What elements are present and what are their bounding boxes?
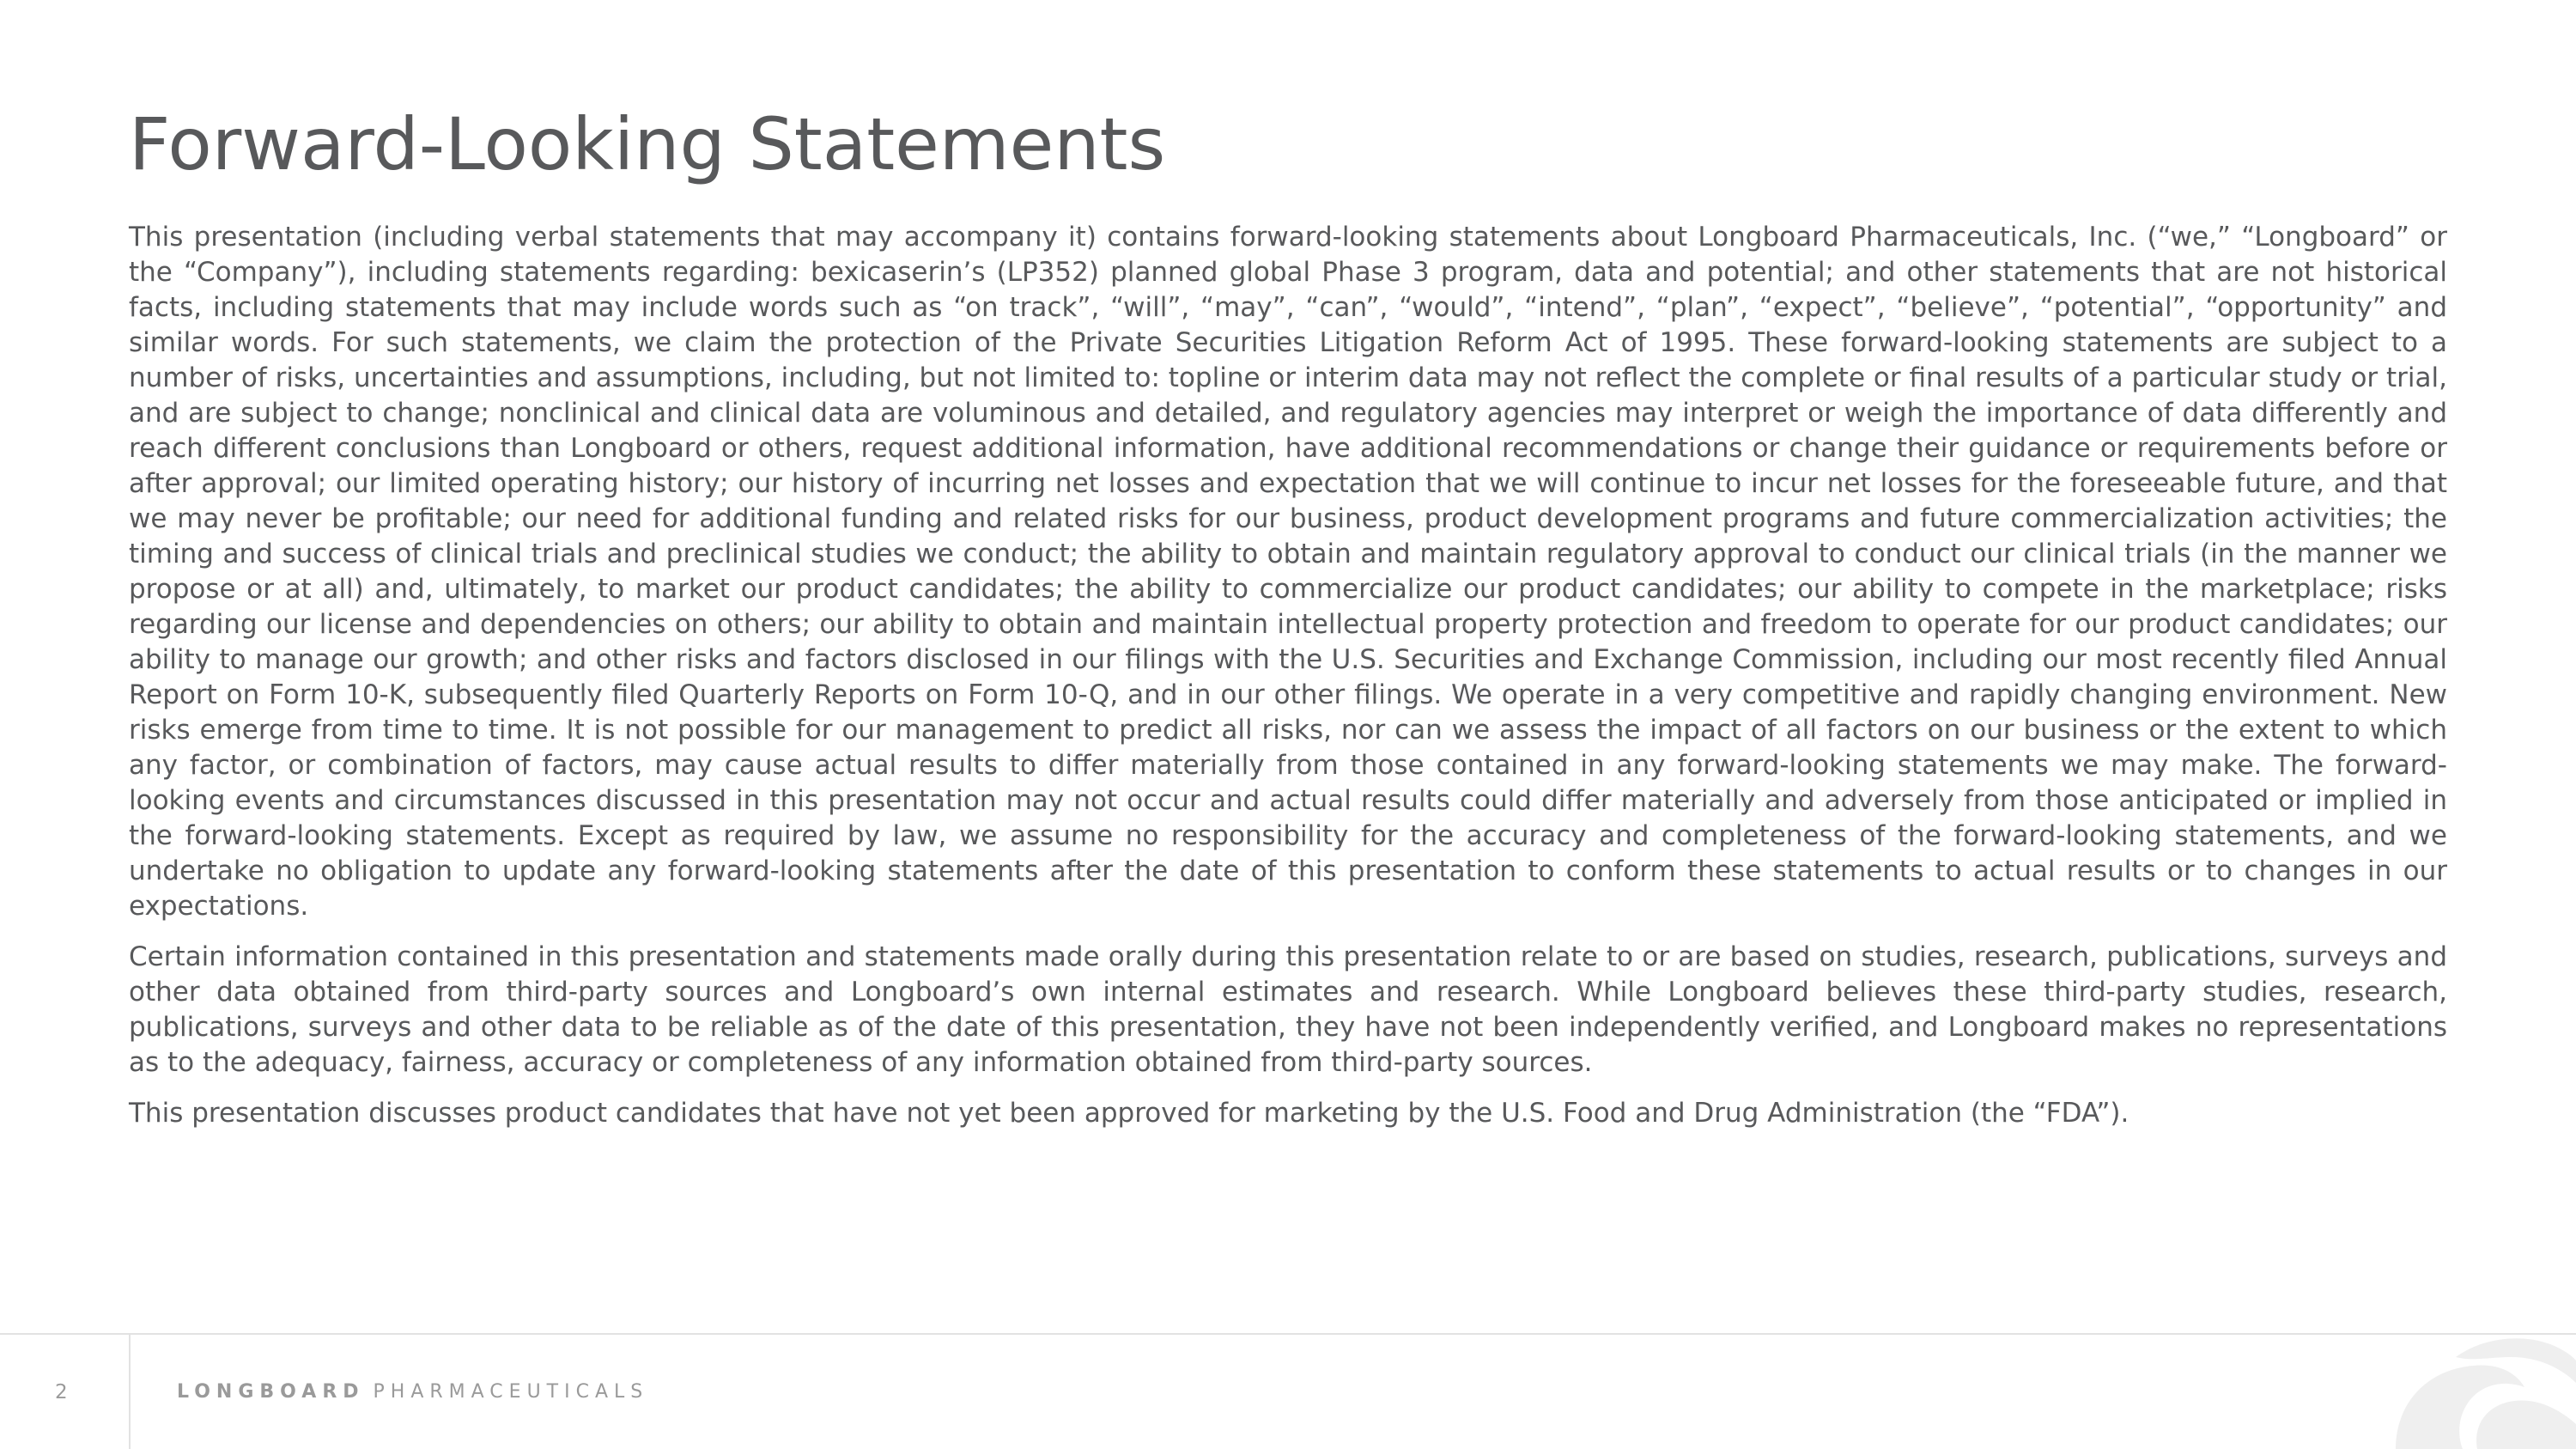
- footer-rule: [0, 1333, 2576, 1335]
- body-text: [129, 220, 2447, 1147]
- brand-name-bold: LONGBOARD: [177, 1381, 365, 1403]
- brand-name-light: PHARMACEUTICALS: [373, 1381, 649, 1403]
- wave-logo-watermark-icon: [2361, 1323, 2576, 1449]
- paragraph-third-party-data: Certain information contained in this presentation and statements made orally during this presentation relate to or are based on studies, research, publications, surveys and other data obtained from third-party sources and Longboard’s own internal estimates and research. While Longboard believes these third-party studies, research, publications, surveys and other data to be reliable as of the date of this presentation, they have not been independently verified, and Longboard makes no representations as to the adequacy, fairness, accuracy or completeness of any information obtained from third-party sources.: [129, 941, 2447, 1078]
- footer-divider: [129, 1335, 131, 1449]
- page-number: 2: [55, 1381, 68, 1403]
- paragraph-forward-looking: This presentation (including verbal statements that may accompany it) contains forward-looking statements about Longboard Pharmaceuticals, Inc. (“we,” “Longboard” or the “Company”), including statements regarding: bexicaserin’s (LP352) planned global Phase 3 program, data and potential; and other statements that are not historical facts, including statements that may include words such as “on track”, “will”, “may”, “can”, “would”, “intend”, “plan”, “expect”, “believe”, “potential”, “opportunity” and similar words. For such statements, we claim the protection of the Private Securities Litigation Reform Act of 1995. These forward-looking statements are subject to a number of risks, uncertainties and assumptions, including, but not limited to: topline or interim data may not reflect the complete or final results of a particular study or trial, and are subject to change; nonclinical and clinical data are voluminous and detailed, and regulatory agencies may interpret or weigh the importance of data differently and reach different conclusions than Longboard or others, request additional information, have additional recommendations or change their guidance or requirements before or after approval; our limited operating history; our history of incurring net losses and expectation that we will continue to incur net losses for the foreseeable future, and that we may never be profitable; our need for additional funding and related risks for our business, product development programs and future commercialization activities; the timing and success of clinical trials and preclinical studies we conduct; the ability to obtain and maintain regulatory approval to conduct our clinical trials (in the manner we propose or at all) and, ultimately, to market our product candidates; the ability to commercialize our product candidates; our ability to compete in the marketplace; risks regarding our license and dependencies on others; our ability to obtain and maintain intellectual property protection and freedom to operate for our product candidates; our ability to manage our growth; and other risks and factors disclosed in our filings with the U.S. Securities and Exchange Commission, including our most recently filed Annual Report on Form 10-K, subsequently filed Quarterly Reports on Form 10-Q, and in our other filings. We operate in a very competitive and rapidly changing environment. New risks emerge from time to time. It is not possible for our management to predict all risks, nor can we assess the impact of all factors on our business or the extent to which any factor, or combination of factors, may cause actual results to differ materially from those contained in any forward-looking statements we may make. The forward-looking events and circumstances discussed in this presentation may not occur and actual results could differ materially and adversely from those anticipated or implied in the forward-looking statements. Except as required by law, we assume no responsibility for the accuracy and completeness of the forward-looking statements, and we undertake no obligation to update any forward-looking statements after the date of this presentation to conform these statements to actual results or to changes in our expectations.: [129, 222, 2447, 922]
- paragraph-fda-disclaimer: This presentation discusses product candidates that have not yet been approved for marketing by the U.S. Food and Drug Administration (the “FDA”).: [129, 1098, 2129, 1129]
- footer-brand: [177, 1379, 648, 1405]
- page-title: Forward-Looking Statements: [129, 102, 1166, 186]
